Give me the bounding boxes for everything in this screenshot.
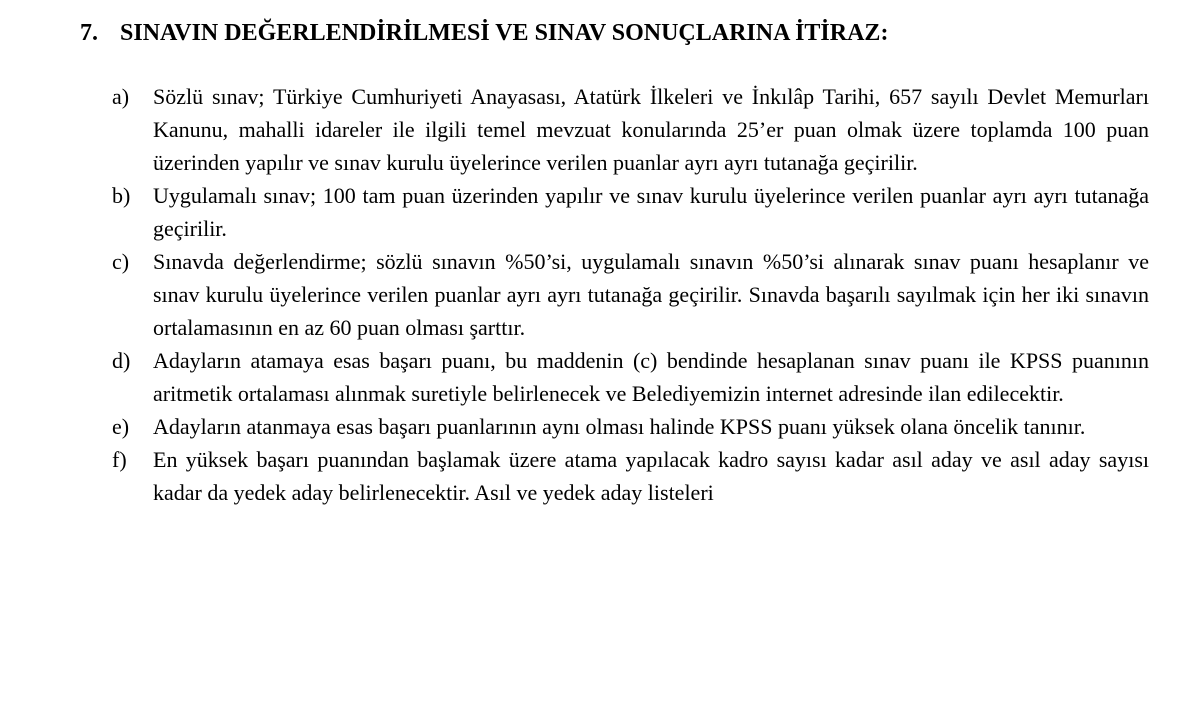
list-item-d xyxy=(112,344,1149,410)
section-number: 7. xyxy=(80,20,98,46)
list-item-a xyxy=(112,80,1149,179)
section-title: SINAVIN DEĞERLENDİRİLMESİ VE SINAV SONUÇLARINA İTİRAZ: xyxy=(120,20,889,46)
list-item-text: Adayların atamaya esas başarı puanı, bu maddenin (c) bendinde hesaplanan sınav puanı ile KPSS puanının aritmetik ortalaması alınmak suretiyle belirlenecek ve Belediyemizin internet adresinde ilan edilecektir. xyxy=(153,348,1149,406)
list-marker: b) xyxy=(112,183,131,208)
list-marker: c) xyxy=(112,249,130,274)
list-item-text: Uygulamalı sınav; 100 tam puan üzerinden yapılır ve sınav kurulu üyelerince verilen puanlar ayrı ayrı tutanağa geçirilir. xyxy=(153,183,1149,241)
list-item-c xyxy=(112,245,1149,344)
list-item-b xyxy=(112,179,1149,245)
criteria-list xyxy=(112,80,1149,509)
list-marker: a) xyxy=(112,84,130,109)
list-marker: f) xyxy=(112,447,127,472)
list-marker: d) xyxy=(112,348,131,373)
list-item-text: Sözlü sınav; Türkiye Cumhuriyeti Anayasası, Atatürk İlkeleri ve İnkılâp Tarihi, 657 sayılı Devlet Memurları Kanunu, mahalli idareler ile ilgili temel mevzuat konularında 25’er puan olmak üzere toplamda 100 puan üzerinden yapılır ve sınav kurulu üyelerince verilen puanlar ayrı ayrı tutanağa geçirilir. xyxy=(153,84,1149,175)
section-heading xyxy=(80,16,888,50)
list-item-text: Adayların atanmaya esas başarı puanlarının aynı olması halinde KPSS puanı yüksek olana öncelik tanınır. xyxy=(153,414,1086,439)
list-marker: e) xyxy=(112,414,130,439)
list-item-e xyxy=(112,410,1149,443)
list-item-text: En yüksek başarı puanından başlamak üzere atama yapılacak kadro sayısı kadar asıl aday ve asıl aday sayısı kadar da yedek aday belirlenecektir. Asıl ve yedek aday listeleri xyxy=(153,447,1149,505)
list-item-f xyxy=(112,443,1149,509)
list-item-text: Sınavda değerlendirme; sözlü sınavın %50’si, uygulamalı sınavın %50’si alınarak sınav puanı hesaplanır ve sınav kurulu üyelerince verilen puanlar ayrı ayrı tutanağa geçirilir. Sınavda başarılı sayılmak için her iki sınavın ortalamasının en az 60 puan olması şarttır. xyxy=(153,249,1149,340)
